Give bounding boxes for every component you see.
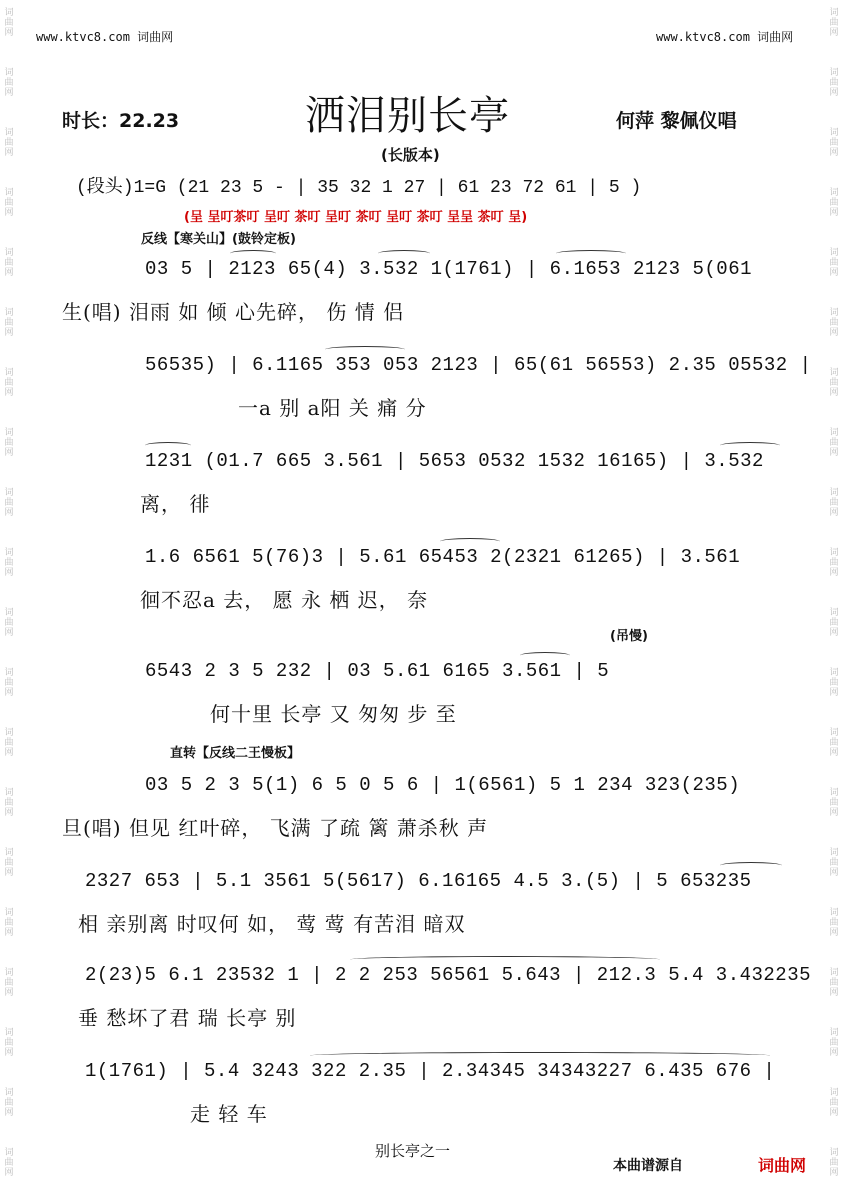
watermark-text: 词曲网 <box>829 668 839 698</box>
lyric-row-7: 相 亲别离 时叹何 如， 莺 莺 有苦泪 暗双 <box>78 912 466 936</box>
watermark-text: 词曲网 <box>4 428 14 458</box>
watermark-text: 词曲网 <box>829 308 839 338</box>
watermark-text: 词曲网 <box>4 308 14 338</box>
lyric-row-8: 垂 愁坏了君 瑞 长亭 别 <box>78 1006 297 1030</box>
watermark-text: 词曲网 <box>829 968 839 998</box>
site-url-left: www.ktvc8.com 词曲网 <box>36 30 174 44</box>
watermark-text: 词曲网 <box>4 68 14 98</box>
watermark-text: 词曲网 <box>829 728 839 758</box>
watermark-text: 词曲网 <box>829 1028 839 1058</box>
singers: 何萍 黎佩仪唱 <box>616 110 737 132</box>
watermark-text: 词曲网 <box>829 548 839 578</box>
watermark-text: 词曲网 <box>4 548 14 578</box>
watermark-text: 词曲网 <box>829 788 839 818</box>
section-note-1: 反线【寒关山】(鼓铃定板) <box>141 232 296 247</box>
slur-mark <box>720 442 780 449</box>
slur-mark <box>440 538 500 545</box>
watermark-text: 词曲网 <box>4 8 14 38</box>
watermark-text: 词曲网 <box>4 728 14 758</box>
watermark-text: 词曲网 <box>829 608 839 638</box>
right-watermark-strip <box>825 0 843 1200</box>
watermark-text: 词曲网 <box>4 848 14 878</box>
watermark-text: 词曲网 <box>829 8 839 38</box>
lyric-row-5: 何十里 长亭 又 匆匆 步 至 <box>210 702 457 726</box>
page-title: 洒泪别长亭 <box>305 93 510 139</box>
percussion-line: (呈 呈叮茶叮 呈叮 茶叮 呈叮 茶叮 呈叮 茶叮 呈呈 茶叮 呈) <box>184 210 528 225</box>
watermark-text: 词曲网 <box>829 128 839 158</box>
watermark-text: 词曲网 <box>829 1148 839 1178</box>
watermark-text: 词曲网 <box>4 788 14 818</box>
left-watermark-strip <box>0 0 18 1200</box>
watermark-text: 词曲网 <box>4 488 14 518</box>
slur-mark <box>145 442 191 449</box>
score-row-3: 1231 (01.7 665 3.561 | 5653 0532 1532 16165) | 3.532 <box>145 450 764 472</box>
lyric-row-2: 一a 别 a阳 关 痛 分 <box>238 396 427 420</box>
score-row-8: 2(23)5 6.1 23532 1 | 2 2 253 56561 5.643 | 212.3 5.4 3.432235 <box>85 964 812 986</box>
slur-mark <box>325 346 405 353</box>
page-label: 别长亭之一 <box>375 1142 451 1160</box>
watermark-text: 词曲网 <box>829 428 839 458</box>
slur-mark <box>310 1052 770 1059</box>
intro-score-line: (段头)1=G (21 23 5 - | 35 32 1 27 | 61 23 72 61 | 5 ) <box>76 178 642 198</box>
slur-mark <box>350 956 660 963</box>
watermark-text: 词曲网 <box>829 248 839 278</box>
slur-mark <box>556 250 626 257</box>
score-row-7: 2327 653 | 5.1 3561 5(5617) 6.16165 4.5 3.(5) | 5 653235 <box>85 870 752 892</box>
brand-logo: 词曲网 <box>758 1156 807 1175</box>
slur-mark <box>378 250 430 257</box>
score-row-5: 6543 2 3 5 232 | 03 5.61 6165 3.561 | 5 <box>145 660 610 682</box>
score-row-6: 03 5 2 3 5(1) 6 5 0 5 6 | 1(6561) 5 1 234 323(235) <box>145 774 741 796</box>
score-row-4: 1.6 6561 5(76)3 | 5.61 65453 2(2321 61265) | 3.561 <box>145 546 741 568</box>
watermark-text: 词曲网 <box>829 368 839 398</box>
section-note-2: 直转【反线二王慢板】 <box>170 746 301 761</box>
watermark-text: 词曲网 <box>829 908 839 938</box>
slur-mark <box>520 652 570 659</box>
site-url-right: www.ktvc8.com 词曲网 <box>656 30 794 44</box>
watermark-text: 词曲网 <box>4 368 14 398</box>
watermark-text: 词曲网 <box>4 128 14 158</box>
watermark-text: 词曲网 <box>4 608 14 638</box>
watermark-text: 词曲网 <box>829 1088 839 1118</box>
watermark-text: 词曲网 <box>4 908 14 938</box>
watermark-text: 词曲网 <box>829 188 839 218</box>
score-row-9: 1(1761) | 5.4 3243 322 2.35 | 2.34345 34343227 6.435 676 | <box>85 1060 776 1082</box>
watermark-text: 词曲网 <box>829 848 839 878</box>
edition-label: (长版本) <box>381 146 440 164</box>
lyric-row-9: 走 轻 车 <box>190 1102 268 1126</box>
lyric-row-1: 生(唱) 泪雨 如 倾 心先碎， 伤 情 侣 <box>62 300 405 324</box>
watermark-text: 词曲网 <box>4 1088 14 1118</box>
watermark-text: 词曲网 <box>4 248 14 278</box>
score-row-2: 56535) | 6.1165 353 053 2123 | 65(61 56553) 2.35 05532 | <box>145 354 812 376</box>
watermark-text: 词曲网 <box>829 488 839 518</box>
watermark-text: 词曲网 <box>4 968 14 998</box>
slur-mark <box>230 250 276 257</box>
lyric-row-6: 旦(唱) 但见 红叶碎， 飞满 了疏 篱 萧杀秋 声 <box>62 816 489 840</box>
score-row-1: 03 5 | 2123 65(4) 3.532 1(1761) | 6.1653 2123 5(061 <box>145 258 752 280</box>
watermark-text: 词曲网 <box>4 1028 14 1058</box>
slow-note: (吊慢) <box>610 629 648 644</box>
slur-mark <box>720 862 782 869</box>
watermark-text: 词曲网 <box>4 668 14 698</box>
watermark-text: 词曲网 <box>4 1148 14 1178</box>
lyric-row-3: 离， 徘 <box>140 492 211 516</box>
watermark-text: 词曲网 <box>4 188 14 218</box>
lyric-row-4: 徊不忍a 去， 愿 永 栖 迟， 奈 <box>140 588 429 612</box>
source-label: 本曲谱源自 <box>613 1158 683 1174</box>
watermark-text: 词曲网 <box>829 68 839 98</box>
duration: 时长：22.23 <box>62 110 180 132</box>
